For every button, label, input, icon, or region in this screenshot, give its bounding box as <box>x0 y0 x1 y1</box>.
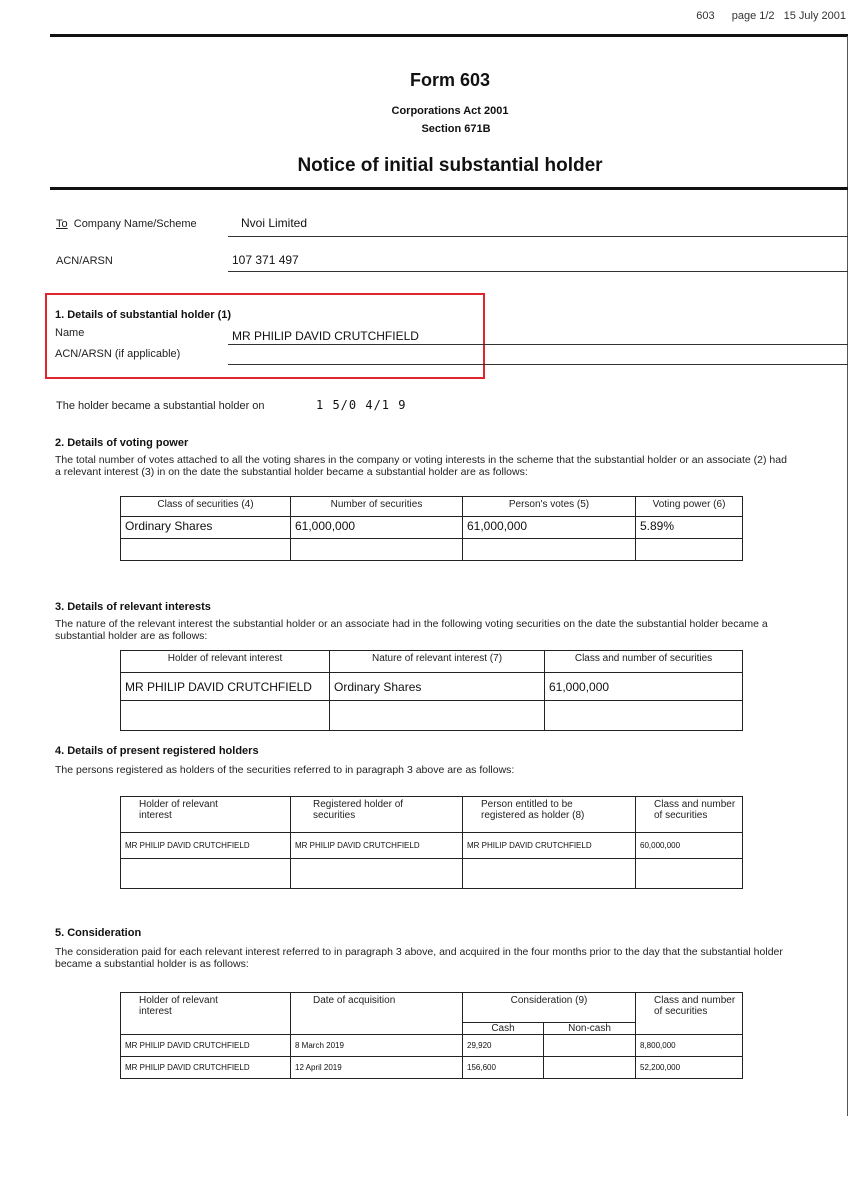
holder-name: MR PHILIP DAVID CRUTCHFIELD <box>232 329 419 343</box>
form-section: Section 671B <box>421 123 491 135</box>
cell-votes: 61,000,000 <box>463 517 636 539</box>
col-date: Date of acquisition <box>291 993 463 1035</box>
cell-holder: MR PHILIP DAVID CRUTCHFIELD <box>121 1035 291 1057</box>
cell-noncash <box>544 1035 636 1057</box>
consideration-table <box>120 992 743 1079</box>
section4-heading: 4. Details of present registered holders <box>55 745 259 757</box>
col-noncash: Non-cash <box>544 1023 636 1035</box>
col-number: Number of securities <box>291 497 463 517</box>
notice-title: Notice of initial substantial holder <box>297 155 603 176</box>
empty-cell <box>636 859 743 889</box>
table-row-empty <box>121 701 743 731</box>
to-company-label <box>56 218 197 230</box>
cell-class-number: 8,800,000 <box>636 1035 743 1057</box>
empty-cell <box>636 539 743 561</box>
empty-cell <box>463 859 636 889</box>
cell-nature: Ordinary Shares <box>330 673 545 701</box>
empty-cell <box>291 539 463 561</box>
empty-cell <box>291 859 463 889</box>
cell-cash: 29,920 <box>463 1035 544 1057</box>
holder-date: 1 5/0 4/1 9 <box>316 398 407 412</box>
cell-class: Ordinary Shares <box>121 517 291 539</box>
table-row <box>121 1057 743 1079</box>
section5-heading: 5. Consideration <box>55 927 142 939</box>
col-class-number-line1: Class and number <box>654 995 736 1006</box>
empty-cell <box>121 539 291 561</box>
col-voting-power: Voting power (6) <box>636 497 743 517</box>
holder-acn-line <box>228 364 848 365</box>
company-name-line <box>228 236 848 237</box>
form-number: 603 <box>696 10 715 22</box>
col-nature: Nature of relevant interest (7) <box>330 651 545 673</box>
col-class-number-line2: of securities <box>654 810 708 821</box>
cell-holder: MR PHILIP DAVID CRUTCHFIELD <box>121 673 330 701</box>
empty-cell <box>330 701 545 731</box>
holder-name-line <box>228 344 848 345</box>
right-border <box>847 36 848 1116</box>
top-rule <box>50 34 848 37</box>
form-title: Form 603 <box>409 70 491 90</box>
cell-date: 8 March 2019 <box>291 1035 463 1057</box>
col-holder <box>121 797 291 833</box>
page-number: page 1/2 <box>731 10 775 22</box>
company-name: Nvoi Limited <box>241 216 308 230</box>
col-class: Class of securities (4) <box>121 497 291 517</box>
col-registered-line2: securities <box>313 810 356 821</box>
section2-text: The total number of votes attached to all the voting shares in the company or voting interests in the scheme that the substantial holder or an associate (2) had a relevant interest (3) in on the date the substantial holder became a substantial holder are as follows: <box>55 454 787 478</box>
voting-power-table <box>120 496 743 561</box>
header-date: 15 July 2001 <box>783 10 846 22</box>
table-row-empty <box>121 539 743 561</box>
table-header-row <box>121 797 743 833</box>
table-row <box>121 833 743 859</box>
col-class-number: Class and number of securities <box>545 651 743 673</box>
form-act: Corporations Act 2001 <box>391 105 509 117</box>
cell-entitled: MR PHILIP DAVID CRUTCHFIELD <box>463 833 636 859</box>
cell-voting-power: 5.89% <box>636 517 743 539</box>
col-class-number <box>636 797 743 833</box>
table-row <box>121 673 743 701</box>
section4-text: The persons registered as holders of the securities referred to in paragraph 3 above are as follows: <box>55 764 515 776</box>
empty-cell <box>121 701 330 731</box>
col-holder-line1: Holder of relevant <box>139 799 218 810</box>
col-entitled <box>463 797 636 833</box>
cell-holder: MR PHILIP DAVID CRUTCHFIELD <box>121 833 291 859</box>
table-row <box>121 1035 743 1057</box>
acn-line <box>228 271 848 272</box>
page-header <box>682 10 846 22</box>
section3-text: The nature of the relevant interest the substantial holder or an associate had in the following voting securities on the date the substantial holder became a substantial holder are as follows: <box>55 618 768 642</box>
col-cash: Cash <box>463 1023 544 1035</box>
col-holder-line2: interest <box>139 1006 172 1017</box>
acn-value: 107 371 497 <box>232 253 299 267</box>
to-label: To <box>56 218 68 230</box>
empty-cell <box>463 539 636 561</box>
cell-cash: 156,600 <box>463 1057 544 1079</box>
table-row-empty <box>121 859 743 889</box>
col-class-number-line2: of securities <box>654 1006 708 1017</box>
col-class-number-line1: Class and number <box>654 799 736 810</box>
col-holder-line1: Holder of relevant <box>139 995 218 1006</box>
empty-cell <box>545 701 743 731</box>
col-entitled-line2: registered as holder (8) <box>481 810 585 821</box>
registered-holders-table <box>120 796 743 889</box>
cell-noncash <box>544 1057 636 1079</box>
col-registered <box>291 797 463 833</box>
section1-heading: 1. Details of substantial holder (1) <box>55 309 232 321</box>
holder-acn-label: ACN/ARSN (if applicable) <box>55 348 181 360</box>
title-rule <box>50 187 848 190</box>
cell-class-number: 60,000,000 <box>636 833 743 859</box>
cell-registered: MR PHILIP DAVID CRUTCHFIELD <box>291 833 463 859</box>
acn-label: ACN/ARSN <box>56 255 113 267</box>
company-name-label: Company Name/Scheme <box>73 218 197 230</box>
table-header-row <box>121 993 743 1023</box>
relevant-interests-table <box>120 650 743 731</box>
holder-name-label: Name <box>55 327 85 339</box>
table-header-row <box>121 497 743 517</box>
col-votes: Person's votes (5) <box>463 497 636 517</box>
cell-class-number: 61,000,000 <box>545 673 743 701</box>
cell-number: 61,000,000 <box>291 517 463 539</box>
section3-heading: 3. Details of relevant interests <box>55 601 211 613</box>
col-class-number <box>636 993 743 1035</box>
table-row <box>121 517 743 539</box>
section5-text: The consideration paid for each relevant interest referred to in paragraph 3 above, and acquired in the four months prior to the day that the substantial holder became a substantial holder is as follows: <box>55 946 783 970</box>
col-entitled-line1: Person entitled to be <box>481 799 573 810</box>
holder-date-label: The holder became a substantial holder on <box>56 400 265 412</box>
empty-cell <box>121 859 291 889</box>
table-header-row <box>121 651 743 673</box>
col-holder-line2: interest <box>139 810 172 821</box>
cell-holder: MR PHILIP DAVID CRUTCHFIELD <box>121 1057 291 1079</box>
col-consideration: Consideration (9) <box>463 993 636 1023</box>
cell-date: 12 April 2019 <box>291 1057 463 1079</box>
col-holder: Holder of relevant interest <box>121 651 330 673</box>
col-holder <box>121 993 291 1035</box>
col-registered-line1: Registered holder of <box>313 799 404 810</box>
section2-heading: 2. Details of voting power <box>55 437 189 449</box>
cell-class-number: 52,200,000 <box>636 1057 743 1079</box>
